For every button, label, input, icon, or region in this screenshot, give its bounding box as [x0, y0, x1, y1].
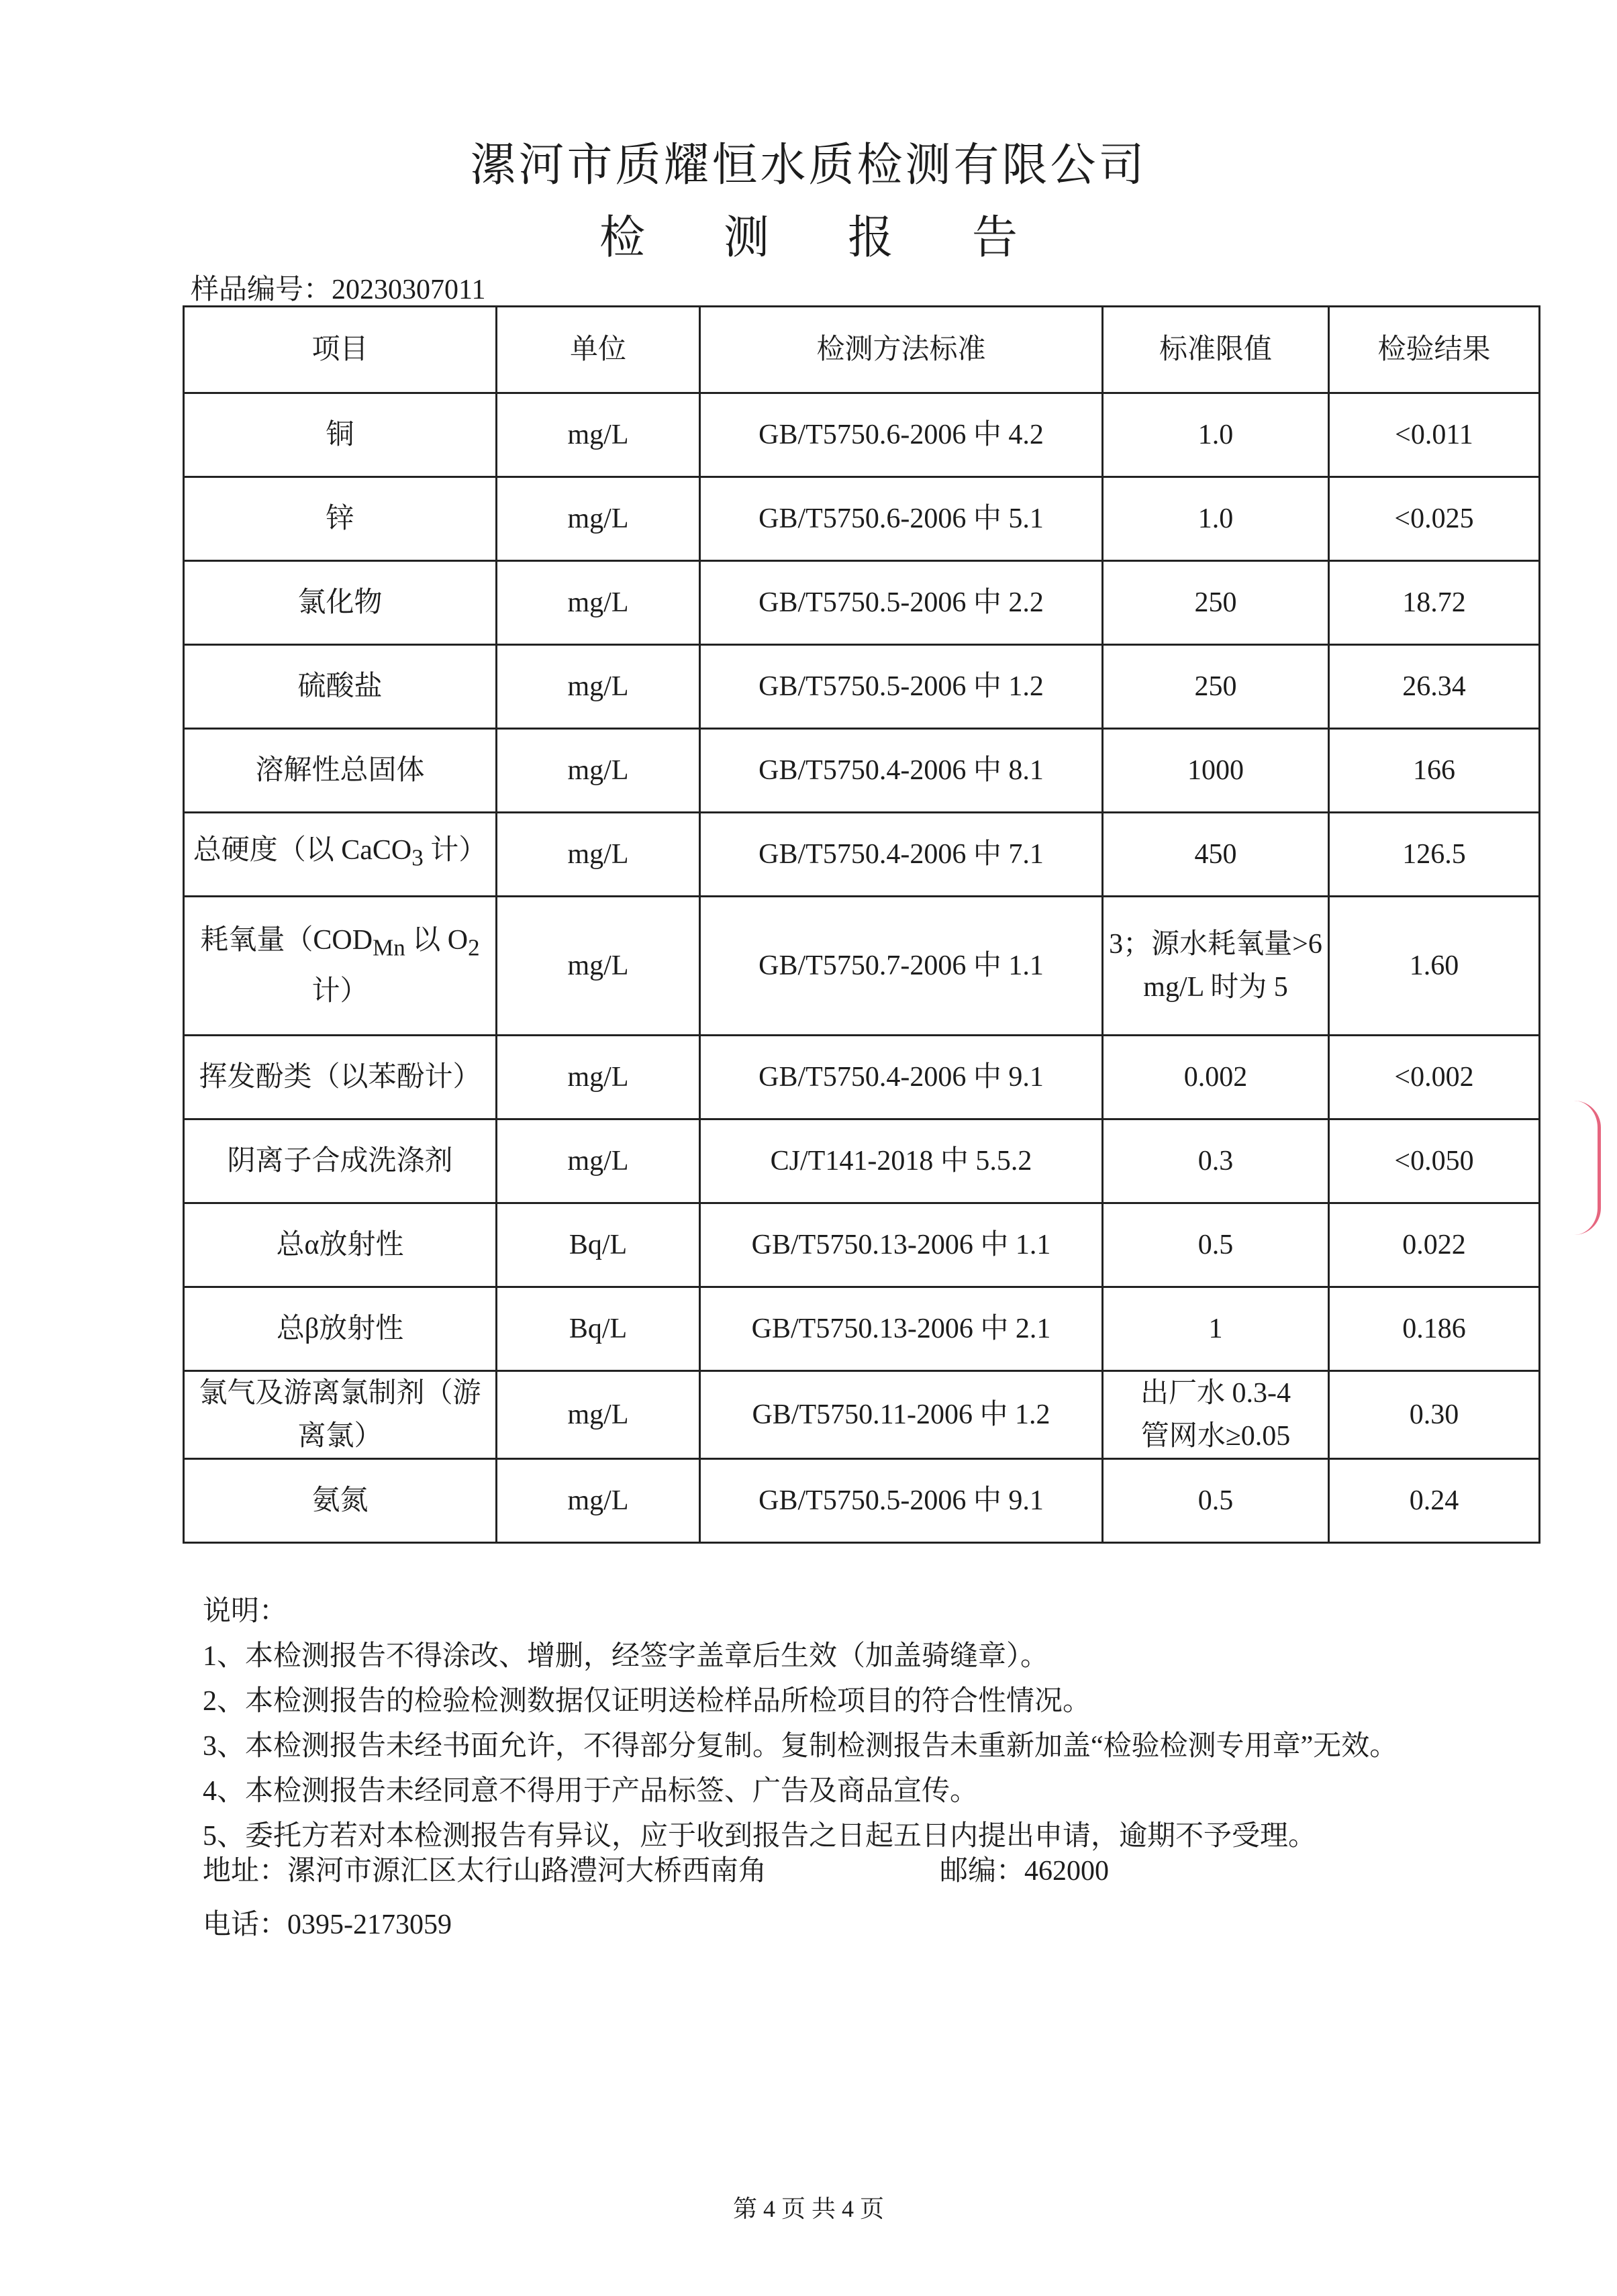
- row-method: GB/T5750.4-2006 中 8.1: [700, 729, 1103, 813]
- row-result: 0.24: [1329, 1459, 1540, 1543]
- row-item: 溶解性总固体: [184, 729, 497, 813]
- row-item: [184, 897, 497, 1036]
- note-item: 2、本检测报告的检验检测数据仅证明送检样品所检项目的符合性情况。: [203, 1686, 1091, 1717]
- table-row: [184, 1203, 1540, 1287]
- table-row: [184, 645, 1540, 729]
- row-item: 氯化物: [184, 561, 497, 645]
- row-unit: mg/L: [497, 1119, 700, 1203]
- table-row: [184, 477, 1540, 561]
- row-method: GB/T5750.13-2006 中 2.1: [700, 1287, 1103, 1371]
- row-method: GB/T5750.5-2006 中 2.2: [700, 561, 1103, 645]
- row-item: 锌: [184, 477, 497, 561]
- row-item: 挥发酚类（以苯酚计）: [184, 1036, 497, 1119]
- page-number: 第 4 页 共 4 页: [732, 2195, 884, 2222]
- report-title: 检 测 报 告: [599, 212, 1051, 263]
- row-limit: [1103, 1371, 1329, 1459]
- note-item: 1、本检测报告不得涂改、增删，经签字盖章后生效（加盖骑缝章）。: [203, 1641, 1049, 1672]
- table-row: [184, 1119, 1540, 1203]
- row-method: GB/T5750.6-2006 中 4.2: [700, 393, 1103, 477]
- notes-section: [203, 1589, 1398, 1859]
- row-unit: Bq/L: [497, 1203, 700, 1287]
- row-unit: mg/L: [497, 477, 700, 561]
- row-result: 0.022: [1329, 1203, 1540, 1287]
- row-method: GB/T5750.11-2006 中 1.2: [700, 1371, 1103, 1459]
- row-result: 1.60: [1329, 897, 1540, 1036]
- row-result: 26.34: [1329, 645, 1540, 729]
- row-unit: Bq/L: [497, 1287, 700, 1371]
- table-row: [184, 813, 1540, 897]
- col-item: 项目: [184, 307, 497, 393]
- row-item: 氨氮: [184, 1459, 497, 1543]
- seam-stamp-mark: [1571, 1101, 1601, 1235]
- row-item: 阴离子合成洗涤剂: [184, 1119, 497, 1203]
- table-row: [184, 1371, 1540, 1459]
- sample-value: 20230307011: [332, 274, 486, 305]
- table-row: [184, 1287, 1540, 1371]
- row-unit: mg/L: [497, 393, 700, 477]
- postcode: 462000: [1024, 1856, 1110, 1887]
- address: 漯河市源汇区太行山路澧河大桥西南角: [287, 1856, 767, 1887]
- table-row: [184, 729, 1540, 813]
- row-limit: 1000: [1103, 729, 1329, 813]
- row-unit: mg/L: [497, 1459, 700, 1543]
- row-unit: mg/L: [497, 729, 700, 813]
- header-row: [184, 307, 1540, 393]
- row-item: 总β放射性: [184, 1287, 497, 1371]
- phone-line: [203, 1902, 452, 1942]
- row-result: 126.5: [1329, 813, 1540, 897]
- col-result: 检验结果: [1329, 307, 1540, 393]
- limit-line: 出厂水 0.3-4: [1140, 1378, 1291, 1409]
- col-unit: 单位: [497, 307, 700, 393]
- row-limit: 1.0: [1103, 393, 1329, 477]
- note-item: 4、本检测报告未经同意不得用于产品标签、广告及商品宣传。: [203, 1776, 979, 1807]
- table-row: [184, 1036, 1540, 1119]
- row-result: 18.72: [1329, 561, 1540, 645]
- row-unit: mg/L: [497, 1371, 700, 1459]
- item-text: 以 O: [405, 925, 469, 956]
- table-row: [184, 1459, 1540, 1543]
- address-line: [203, 1848, 767, 1889]
- row-method: GB/T5750.7-2006 中 1.1: [700, 897, 1103, 1036]
- row-limit: 450: [1103, 813, 1329, 897]
- row-unit: mg/L: [497, 897, 700, 1036]
- col-limit: 标准限值: [1103, 307, 1329, 393]
- row-item: 氯气及游离氯制剂（游离氯）: [184, 1371, 497, 1459]
- item-subscript: Mn: [373, 934, 405, 961]
- row-result: <0.050: [1329, 1119, 1540, 1203]
- row-method: GB/T5750.4-2006 中 7.1: [700, 813, 1103, 897]
- postcode-line: [940, 1848, 1109, 1889]
- row-item: 硫酸盐: [184, 645, 497, 729]
- row-method: GB/T5750.6-2006 中 5.1: [700, 477, 1103, 561]
- col-method: 检测方法标准: [700, 307, 1103, 393]
- phone: 0395-2173059: [287, 1909, 452, 1940]
- sample-number: [191, 267, 485, 307]
- row-result: 166: [1329, 729, 1540, 813]
- item-text: 计）: [311, 975, 369, 1007]
- row-method: GB/T5750.5-2006 中 1.2: [700, 645, 1103, 729]
- table-row: [184, 393, 1540, 477]
- row-limit: 0.5: [1103, 1459, 1329, 1543]
- row-method: GB/T5750.5-2006 中 9.1: [700, 1459, 1103, 1543]
- limit-line: 管网水≥0.05: [1140, 1421, 1291, 1452]
- row-result: <0.025: [1329, 477, 1540, 561]
- row-limit: 1: [1103, 1287, 1329, 1371]
- row-result: <0.002: [1329, 1036, 1540, 1119]
- postcode-label: 邮编：: [940, 1856, 1025, 1887]
- row-unit: mg/L: [497, 645, 700, 729]
- row-limit: 1.0: [1103, 477, 1329, 561]
- row-unit: mg/L: [497, 561, 700, 645]
- results-table: [183, 305, 1540, 1544]
- row-result: 0.186: [1329, 1287, 1540, 1371]
- row-item: 总α放射性: [184, 1203, 497, 1287]
- address-label: 地址：: [203, 1856, 288, 1887]
- row-result: <0.011: [1329, 393, 1540, 477]
- item-text: 计）: [423, 835, 487, 866]
- table-row: [184, 897, 1540, 1036]
- row-limit: 0.002: [1103, 1036, 1329, 1119]
- row-result: 0.30: [1329, 1371, 1540, 1459]
- row-limit: 0.5: [1103, 1203, 1329, 1287]
- item-subscript: 3: [411, 844, 424, 871]
- note-item: 3、本检测报告未经书面允许，不得部分复制。复制检测报告未重新加盖“检验检测专用章”无效。: [203, 1731, 1398, 1762]
- row-method: CJ/T141-2018 中 5.5.2: [700, 1119, 1103, 1203]
- row-limit: 0.3: [1103, 1119, 1329, 1203]
- item-subscript: 2: [468, 934, 480, 961]
- row-item: 铜: [184, 393, 497, 477]
- row-limit: 250: [1103, 561, 1329, 645]
- note-item: 5、委托方若对本检测报告有异议，应于收到报告之日起五日内提出申请，逾期不予受理。: [203, 1821, 1317, 1852]
- phone-label: 电话：: [203, 1909, 288, 1940]
- company-name: 漯河市质耀恒水质检测有限公司: [470, 140, 1147, 191]
- row-method: GB/T5750.13-2006 中 1.1: [700, 1203, 1103, 1287]
- row-unit: mg/L: [497, 1036, 700, 1119]
- item-text: 耗氧量（COD: [200, 925, 373, 956]
- row-item: [184, 813, 497, 897]
- table-row: [184, 561, 1540, 645]
- item-text: 总硬度（以 CaCO: [193, 835, 412, 866]
- row-limit: 250: [1103, 645, 1329, 729]
- sample-label: 样品编号：: [191, 274, 332, 305]
- row-limit: 3；源水耗氧量>6 mg/L 时为 5: [1103, 897, 1329, 1036]
- row-method: GB/T5750.4-2006 中 9.1: [700, 1036, 1103, 1119]
- row-unit: mg/L: [497, 813, 700, 897]
- notes-heading: 说明：: [203, 1596, 288, 1627]
